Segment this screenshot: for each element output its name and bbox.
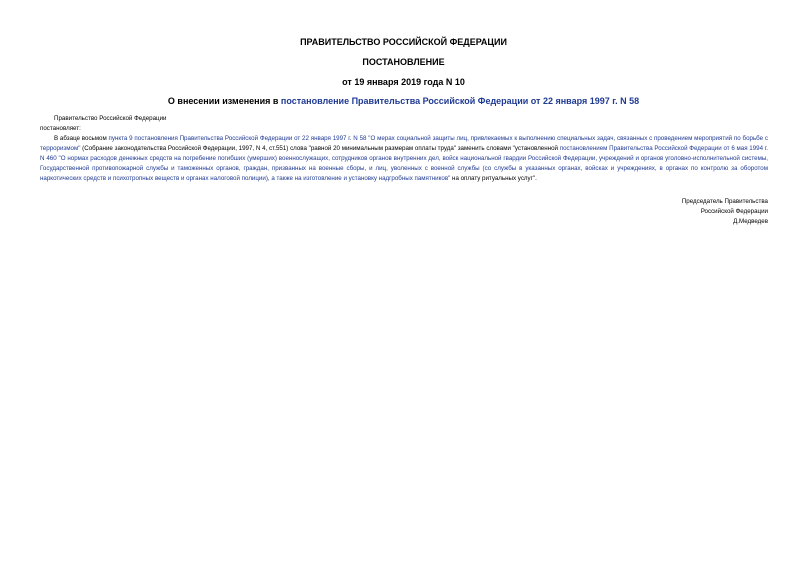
- date-number-heading: от 19 января 2019 года N 10: [342, 77, 465, 87]
- document-type-heading: ПОСТАНОВЛЕНИЕ: [362, 57, 445, 67]
- authority-heading: ПРАВИТЕЛЬСТВО РОССИЙСКОЙ ФЕДЕРАЦИИ: [300, 37, 507, 47]
- decides-line: постановляет:: [40, 125, 81, 132]
- paragraph-intro: В абзаце восьмом: [54, 135, 109, 142]
- subject-prefix: О внесении изменения в: [167, 96, 281, 106]
- subject-link[interactable]: постановление Правительства Российской Федерации от 22 января 1997 г. N 58: [280, 96, 640, 106]
- amendment-paragraph: [40, 134, 768, 184]
- paragraph-end: на оплату ритуальных услуг".: [450, 175, 537, 182]
- signature-name: Д.Медведев: [733, 218, 768, 225]
- paragraph-middle: (Собрание законодательства Российской Федерации, 1997, N 4, ст.551) слова "равной 20 минимальным размерам оплаты труда" заменить словами "установленной: [80, 145, 560, 152]
- issuer-line: Правительство Российской Федерации: [54, 115, 167, 122]
- reference-link-decree-58[interactable]: пункта 9 постановления Правительства Российской Федерации от 22 января 1997 г. N 58 "О мерах социальной защиты лиц, привлекаемых к выполнению специальных задач, связанных с проведением мероприятий по борьбе с терроризмом": [40, 135, 768, 152]
- reference-link-decree-460[interactable]: постановлением Правительства Российской Федерации от 6 мая 1994 г. N 460 "О нормах расходов денежных средств на погребение погибших (умерших) военнослужащих, сотрудников органов внутренних дел, войск национальной гвардии Российской Федерации, учреждений и органов уголовно-исполнительной системы, Государственной противопожарной службы и таможенных органов, граждан, призванных на военные сборы, и лиц, уволенных с военной службы (со службы в указанных органах, войсках и учреждениях, в органах по контролю за оборотом наркотических средств и психотропных веществ и органах налоговой полиции), а также на изготовление и установку надгробных памятников": [40, 145, 768, 182]
- subject-heading: [0, 96, 807, 107]
- signature-title: Председатель Правительства: [681, 198, 768, 205]
- signature-title-country: Российской Федерации: [700, 208, 768, 215]
